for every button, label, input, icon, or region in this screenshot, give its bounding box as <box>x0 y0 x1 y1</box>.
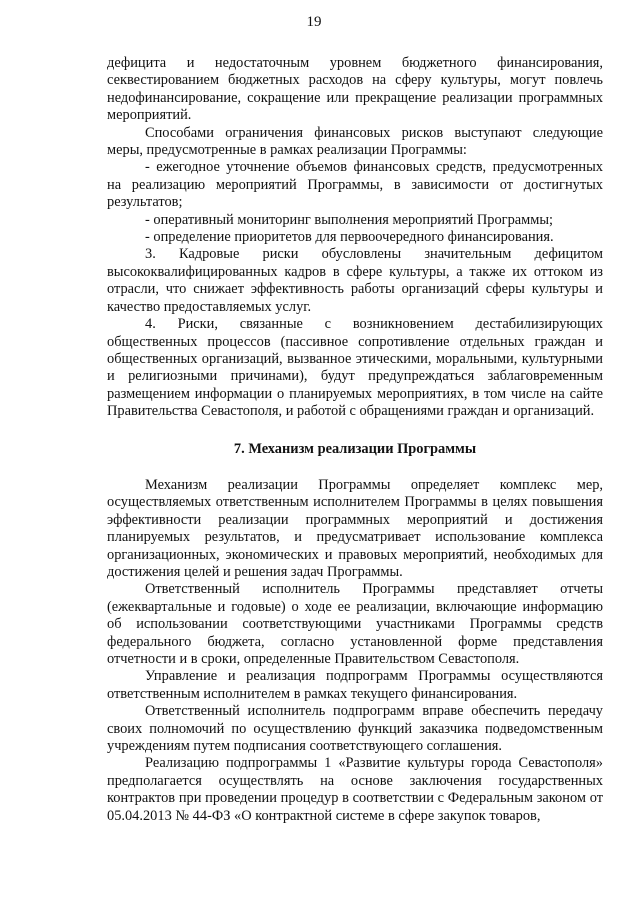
paragraph-risk-measures-intro: Способами ограничения финансовых рисков выступают следующие меры, предусмотренные в рамках реализации Программы: <box>107 124 603 159</box>
paragraph-staff-risks: 3. Кадровые риски обусловлены значительным дефицитом высококвалифицированных кадров в сфере культуры, а также их оттоком из отрасли, что снижает эффективность работы организаций сферы культуры и качество предоставляемых услуг. <box>107 246 603 315</box>
paragraph-delegation: Ответственный исполнитель подпрограмм вправе обеспечить передачу своих полномочий по осуществлению функций заказчика подведомственным учреждениям путем подписания соответствующего соглашения. <box>107 703 603 755</box>
list-item-monitoring: - оперативный мониторинг выполнения мероприятий Программы; <box>145 211 554 228</box>
paragraph-reports: Ответственный исполнитель Программы представляет отчеты (ежеквартальные и годовые) о ходе ее реализации, включающие информацию об использовании соответствующими участниками Программы средств федерального бюджета, согласно установленной форме представления отчетности и в сроки, определенные Правительством Севастополя. <box>107 581 603 667</box>
paragraph-social-risks: 4. Риски, связанные с возникновением дестабилизирующих общественных процессов (пассивное сопротивление отдельных граждан и общественных организаций, вызванное этическими, моральными, культурными и религиозными причинами), будут предупреждаться заблаговременным размещением информации о планируемых мероприятиях, в том числе на сайте Правительства Севастополя, и работой с обращениями граждан и организаций. <box>107 316 603 420</box>
paragraph-subprogram-1: Реализацию подпрограммы 1 «Развитие культуры города Севастополя» предполагается осуществлять на основе заключения государственных контрактов при проведении процедур в соответствии с Федеральным законом от 05.04.2013 № 44-ФЗ «О контрактной системе в сфере закупок товаров, <box>107 755 603 824</box>
section-heading: 7. Механизм реализации Программы <box>233 440 477 457</box>
list-item-annual-adjustment: - ежегодное уточнение объемов финансовых средств, предусмотренных на реализацию мероприятий Программы, в зависимости от достигнутых результатов; <box>107 159 603 211</box>
list-item-priorities: - определение приоритетов для первоочередного финансирования. <box>145 229 554 246</box>
paragraph-continuation: дефицита и недостаточным уровнем бюджетного финансирования, секвестированием бюджетных расходов на сферу культуры, могут повлечь недофинансирование, сокращение или прекращение реализации программных мероприятий. <box>107 55 603 124</box>
paragraph-management: Управление и реализация подпрограмм Программы осуществляются ответственным исполнителем в рамках текущего финансирования. <box>107 668 603 702</box>
page-number: 19 <box>306 14 322 30</box>
paragraph-mechanism: Механизм реализации Программы определяет комплекс мер, осуществляемых ответственным исполнителем Программы в целях повышения эффективности реализации программных мероприятий и достижения планируемых результатов, и предусматривает использование комплекса организационных, экономических и правовых мероприятий, необходимых для достижения целей и решения задач Программы. <box>107 476 603 580</box>
document-body <box>107 55 603 825</box>
